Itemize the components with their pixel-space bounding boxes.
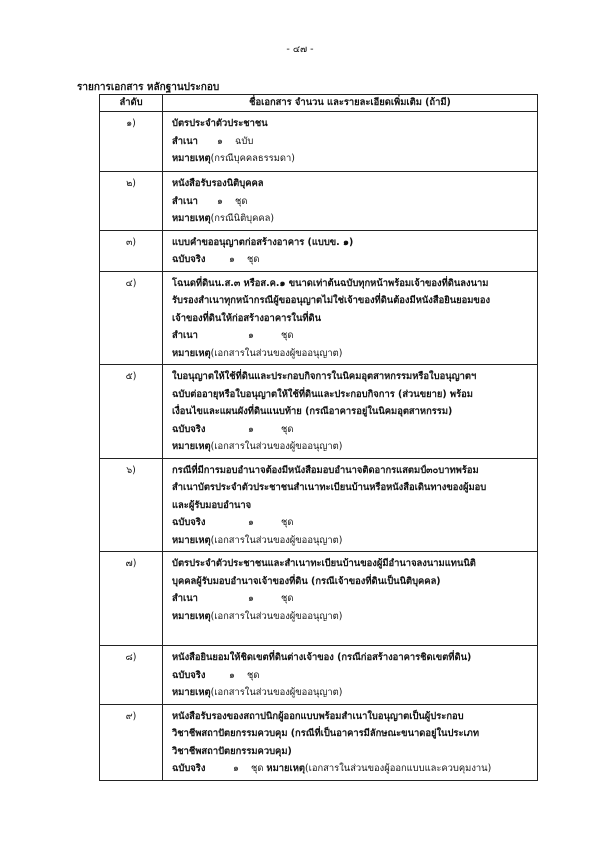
row-description (163, 458, 538, 552)
documents-table (99, 94, 538, 781)
quantity-line: สำเนา ๑ ชุด (172, 330, 294, 341)
header-description: ชื่อเอกสาร จำนวน และรายละเอียดเพิ่มเติม (ถ้ามี) (163, 95, 538, 112)
section-title: รายการเอกสาร หลักฐานประกอบ (77, 82, 220, 93)
row-number: ๓) (100, 230, 163, 271)
document-title: และผู้รับมอบอำนาจ (172, 499, 252, 511)
note-line: หมายเหตุ(กรณีนิติบุคคล) (172, 213, 275, 224)
quantity-line: ฉบับจริง ๑ ชุด (172, 669, 260, 681)
document-title: กรณีที่มีการมอบอำนาจต้องมีหนังสือมอบอำนาจติดอากรแสตมป์๓๐บาทพร้อม (172, 464, 479, 476)
document-title: วิชาชีพสถาปัตยกรรมควบคุม) (172, 745, 292, 757)
quantity-line: ฉบับจริง ๑ ชุด หมายเหตุ(เอกสารในส่วนของผู้ออกแบบและควบคุมงาน) (172, 763, 492, 774)
document-title: โฉนดที่ดินน.ส.๓ หรือส.ค.๑ ขนาดเท่าต้นฉบับทุกหน้าพร้อมเจ้าของที่ดินลงนาม (172, 277, 489, 289)
table-row (100, 704, 538, 780)
quantity-line: ฉบับจริง ๑ ชุด (172, 254, 260, 265)
table-row (100, 230, 538, 271)
quantity-line: สำเนา ๑ ฉบับ (172, 135, 254, 147)
note-line: หมายเหตุ(เอกสารในส่วนของผู้ขออนุญาต) (172, 441, 343, 452)
row-description (163, 365, 538, 459)
quantity-line: ฉบับจริง ๑ ชุด (172, 423, 294, 435)
row-number: ๗) (100, 552, 163, 646)
page-number: - ๔๗ - (286, 44, 314, 55)
row-description (163, 271, 538, 365)
quantity-line: ฉบับจริง ๑ ชุด (172, 517, 294, 528)
row-number: ๒) (100, 172, 163, 231)
row-number: ๑) (100, 112, 163, 172)
header-no: ลำดับ (100, 95, 163, 112)
row-description (163, 172, 538, 231)
document-title: หนังสือรับรองของสถาปนิกผู้ออกแบบพร้อมสำเนาใบอนุญาตเป็นผู้ประกอบ (172, 710, 464, 722)
table-row (100, 271, 538, 365)
row-description (163, 230, 538, 271)
document-title: ฉบับต่ออายุหรือใบอนุญาตให้ใช้ที่ดินและประกอบกิจการ (ส่วนขยาย) พร้อม (172, 388, 473, 400)
note-line: หมายเหตุ(เอกสารในส่วนของผู้ขออนุญาต) (172, 610, 343, 622)
document-title: ใบอนุญาตให้ใช้ที่ดินและประกอบกิจการในนิคมอุตสาหกรรมหรือใบอนุญาตฯ (172, 371, 477, 382)
table-row (100, 552, 538, 646)
table-header-row (100, 95, 538, 112)
table-row (100, 646, 538, 705)
table-row (100, 112, 538, 172)
document-title: บัตรประจำตัวประชาชน (172, 118, 268, 129)
row-number: ๖) (100, 458, 163, 552)
document-title: แบบคำขออนุญาตก่อสร้างอาคาร (แบบข. ๑) (172, 236, 354, 248)
note-line: หมายเหตุ(เอกสารในส่วนของผู้ขออนุญาต) (172, 687, 343, 698)
row-description (163, 646, 538, 705)
document-title: บุคคลผู้รับมอบอำนาจเจ้าของที่ดิน (กรณีเจ้าของที่ดินเป็นนิติบุคคล) (172, 575, 441, 587)
table-row (100, 172, 538, 231)
quantity-line: สำเนา ๑ ชุด (172, 195, 248, 207)
document-title: สำเนาบัตรประจำตัวประชาชนสำเนาทะเบียนบ้านหรือหนังสือเดินทางของผู้มอบ (172, 482, 487, 493)
row-number: ๔) (100, 271, 163, 365)
document-title: วิชาชีพสถาปัตยกรรมควบคุม (กรณีที่เป็นอาคารมีลักษณะขนาดอยู่ในประเภท (172, 728, 480, 739)
row-number: ๕) (100, 365, 163, 459)
row-number: ๘) (100, 646, 163, 705)
row-description (163, 112, 538, 172)
note-line: หมายเหตุ(เอกสารในส่วนของผู้ขออนุญาต) (172, 347, 343, 359)
document-title: หนังสือรับรองนิติบุคคล (172, 178, 264, 189)
document-title: หนังสือยินยอมให้ชิดเขตที่ดินต่างเจ้าของ (กรณีก่อสร้างอาคารชิดเขตที่ดิน) (172, 652, 472, 663)
document-title: บัตรประจำตัวประชาชนและสำเนาทะเบียนบ้านของผู้มีอำนาจลงนามแทนนิติ (172, 558, 476, 569)
table-row (100, 365, 538, 459)
row-number: ๙) (100, 704, 163, 780)
quantity-line: สำเนา ๑ ชุด (172, 593, 294, 604)
document-title: เงื่อนไขและแผนผังที่ดินแนบท้าย (กรณีอาคารอยู่ในนิคมอุตสาหกรรม) (172, 406, 453, 417)
document-title: เจ้าของที่ดินให้ก่อสร้างอาคารในที่ดิน (172, 312, 322, 324)
note-line: หมายเหตุ(กรณีบุคคลธรรมดา) (172, 153, 295, 164)
document-title: รับรองสำเนาทุกหน้ากรณีผู้ขออนุญาตไม่ใช่เจ้าของที่ดินต้องมีหนังสือยินยอมของ (172, 295, 491, 306)
note-line: หมายเหตุ(เอกสารในส่วนของผู้ขออนุญาต) (172, 534, 343, 546)
row-description (163, 552, 538, 646)
table-row (100, 458, 538, 552)
row-description (163, 704, 538, 780)
